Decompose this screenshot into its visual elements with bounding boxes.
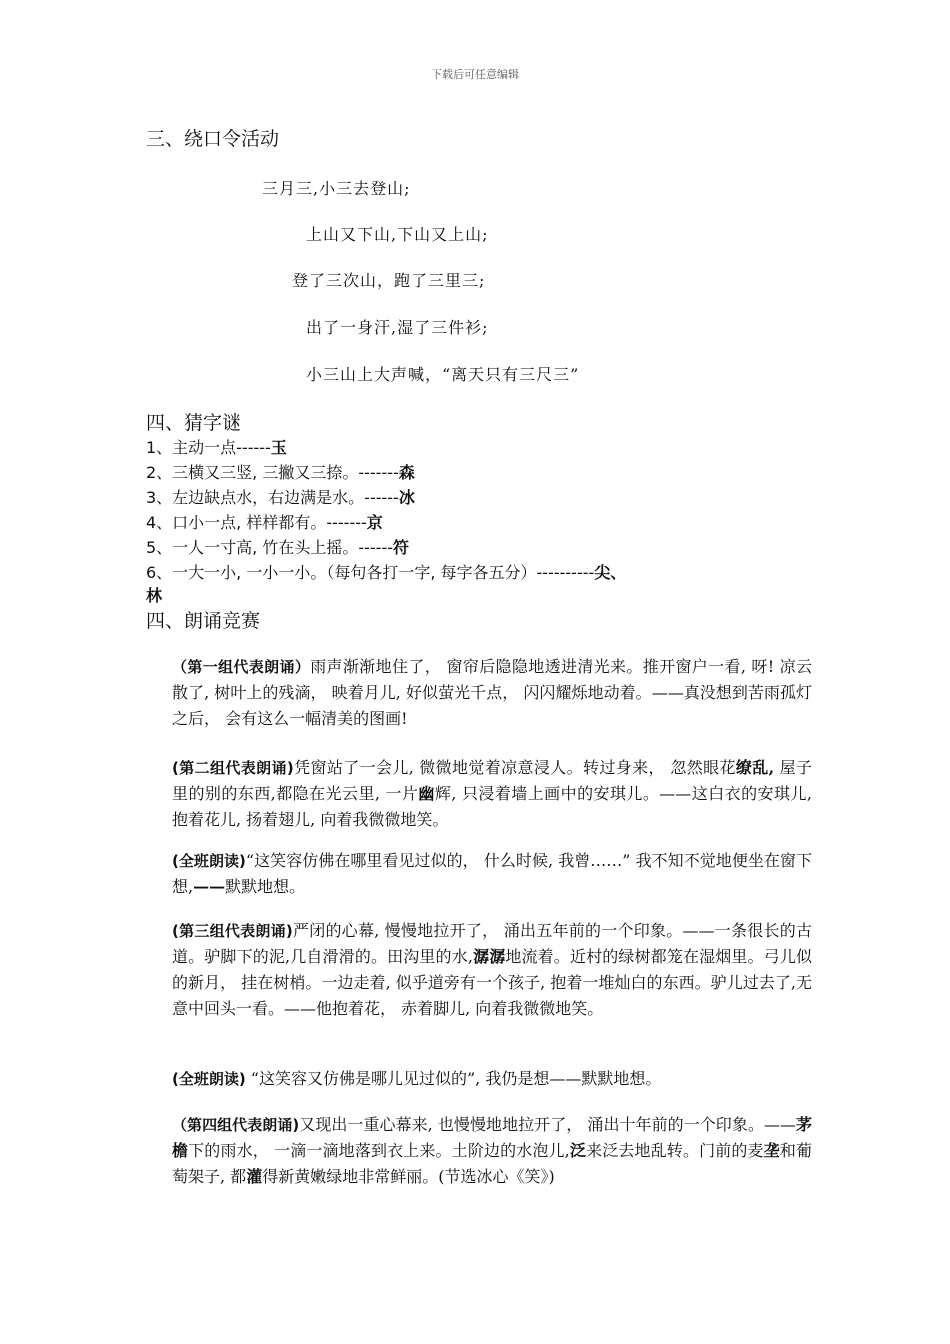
section-title-tongue-twister: 三、绕口令活动 (146, 128, 280, 150)
riddle-question: 3、左边缺点水，右边满是水。------ (146, 488, 399, 507)
poem-line-4: 出了一身汗,湿了三件衫; (306, 318, 489, 337)
recitation-paragraph-5: (全班朗读) “这笑容又仿佛是哪儿见过似的”, 我仍是想——默默地想。 (172, 1069, 662, 1088)
riddle-1 (146, 435, 287, 458)
riddle-6 (146, 560, 626, 583)
riddle-answer: 尖、 (594, 563, 627, 582)
recitation-paragraph-3: (全班朗读)“这笑容仿佛在哪里看见过似的， 什么时候, 我曾……” 我不知不觉地便坐在窗下想,——默默地想。 (172, 851, 812, 896)
speaker-label: (第三组代表朗诵) (172, 922, 293, 940)
riddle-6-answer-continued: 林 (146, 586, 163, 605)
riddle-answer: 冰 (398, 488, 415, 507)
riddle-4 (146, 510, 383, 533)
riddle-answer: 符 (393, 538, 410, 557)
recitation-paragraph-1: （第一组代表朗诵）雨声渐渐地住了， 窗帘后隐隐地透进清光来。推开窗户一看, 呀! 凉云散了, 树叶上的残滴， 映着月儿, 好似萤光千点， 闪闪耀烁地动着。——真没想到苦雨孤灯之后， 会有这么一幅清美的图画! (172, 657, 812, 728)
poem-line-5: 小三山上大声喊，“离天只有三尺三” (306, 365, 580, 384)
riddle-question: 5、一人一寸高, 竹在头上摇。------ (146, 538, 393, 557)
speaker-label: （第四组代表朗诵) (172, 1116, 300, 1134)
page-header: 下载后可任意编辑 (431, 68, 519, 81)
riddle-answer: 森 (398, 463, 415, 482)
section-title-riddles: 四、猜字谜 (146, 412, 242, 434)
poem-line-3: 登了三次山，跑了三里三; (292, 271, 486, 290)
riddle-3 (146, 485, 415, 508)
poem-line-1: 三月三,小三去登山; (262, 179, 411, 198)
speaker-label: (第二组代表朗诵) (172, 759, 294, 777)
riddle-2 (146, 460, 415, 483)
riddle-answer: 京 (366, 513, 383, 532)
speaker-label: (全班朗读) (172, 852, 246, 870)
riddle-question: 1、主动一点------ (146, 438, 271, 457)
poem-line-2: 上山又下山,下山又上山; (306, 225, 489, 244)
section-title-recitation: 四、朗诵竞赛 (146, 610, 261, 632)
riddle-question: 2、三横又三竖, 三撇又三捺。------- (146, 463, 399, 482)
speaker-label: （第一组代表朗诵） (172, 658, 311, 676)
riddle-answer: 玉 (270, 438, 287, 457)
recitation-paragraph-6: （第四组代表朗诵)又现出一重心幕来, 也慢慢地地拉开了， 涌出十年前的一个印象。——茅檐下的雨水， 一滴一滴地落到衣上来。土阶边的水泡儿,泛来泛去地乱转。门前的麦垄和葡萄架子, 都灌得新黄嫩绿地非常鲜丽。(节选冰心《笑》) (172, 1115, 812, 1186)
speaker-label: (全班朗读) (172, 1070, 246, 1088)
riddle-question: 6、一大一小, 一小一小。（每句各打一字, 每字各五分）---------- (146, 563, 595, 582)
riddle-question: 4、口小一点, 样样都有。------- (146, 513, 367, 532)
recitation-paragraph-2: (第二组代表朗诵)凭窗站了一会儿, 微微地觉着凉意浸人。转过身来， 忽然眼花缭乱, 屋子里的别的东西,都隐在光云里, 一片幽辉, 只浸着墙上画中的安琪儿。——这白衣的安琪儿, 抱着花儿, 扬着翅儿, 向着我微微地笑。 (172, 758, 813, 829)
recitation-paragraph-4: (第三组代表朗诵)严闭的心幕, 慢慢地拉开了， 涌出五年前的一个印象。——一条很长的古道。驴脚下的泥,几自滑滑的。田沟里的水,潺潺地流着。近村的绿树都笼在湿烟里。弓儿似的新月， 挂在树梢。一边走着, 似乎道旁有一个孩子, 抱着一堆灿白的东西。驴儿过去了,无意中回头一看。——他抱着花， 赤着脚儿, 向着我微微地笑。 (172, 921, 812, 1018)
riddle-5 (146, 535, 409, 558)
